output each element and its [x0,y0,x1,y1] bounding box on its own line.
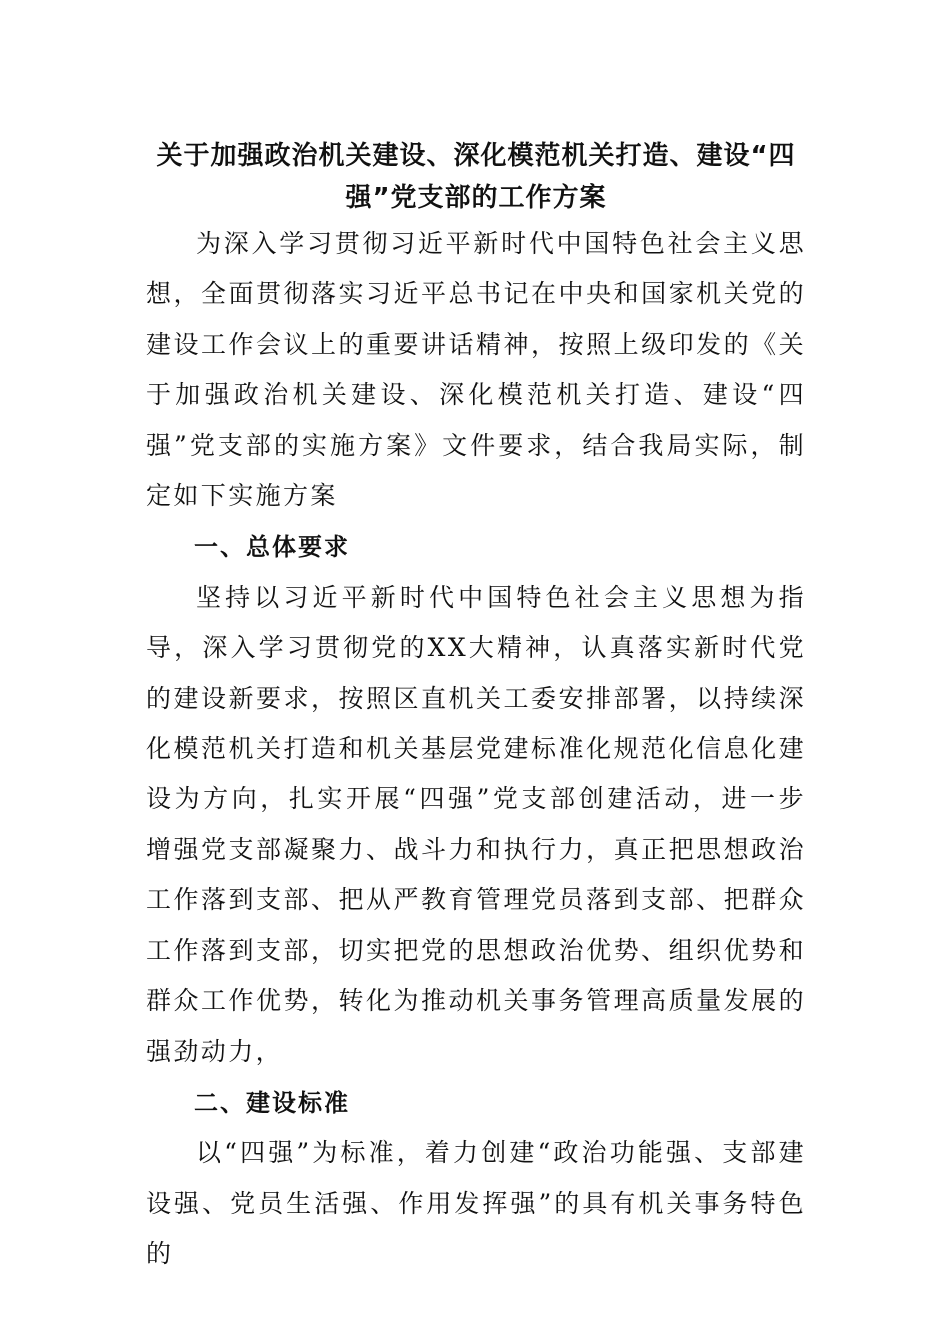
section-paragraph-general-requirements: 坚持以习近平新时代中国特色社会主义思想为指导，深入学习贯彻党的XX大精神，认真落实新时代党的建设新要求，按照区直机关工委安排部署，以持续深化模范机关打造和机关基层党建标准化规范化信息化建设为方向，扎实开展“四强”党支部创建活动，进一步增强党支部凝聚力、战斗力和执行力，真正把思想政治工作落到支部、把从严教育管理党员落到支部、把群众工作落到支部，切实把党的思想政治优势、组织优势和群众工作优势，转化为推动机关事务管理高质量发展的强劲动力， [146,582,806,1066]
section-heading-construction-standards: 二、建设标准 [194,1088,350,1117]
section-heading-general-requirements: 一、总体要求 [194,533,350,562]
document-body [146,135,806,1280]
intro-paragraph: 为深入学习贯彻习近平新时代中国特色社会主义思想，全面贯彻落实习近平总书记在中央和国家机关党的建设工作会议上的重要讲话精神，按照上级印发的《关于加强政治机关建设、深化模范机关打造、建设“四强”党支部的实施方案》文件要求，结合我局实际，制定如下实施方案 [146,229,806,511]
document-title: 关于加强政治机关建设、深化模范机关打造、建设“四强”党支部的工作方案 [156,141,796,213]
section-paragraph-construction-standards: 以“四强”为标准，着力创建“政治功能强、支部建设强、党员生活强、作用发挥强”的具有机关事务特色的 [146,1138,806,1269]
